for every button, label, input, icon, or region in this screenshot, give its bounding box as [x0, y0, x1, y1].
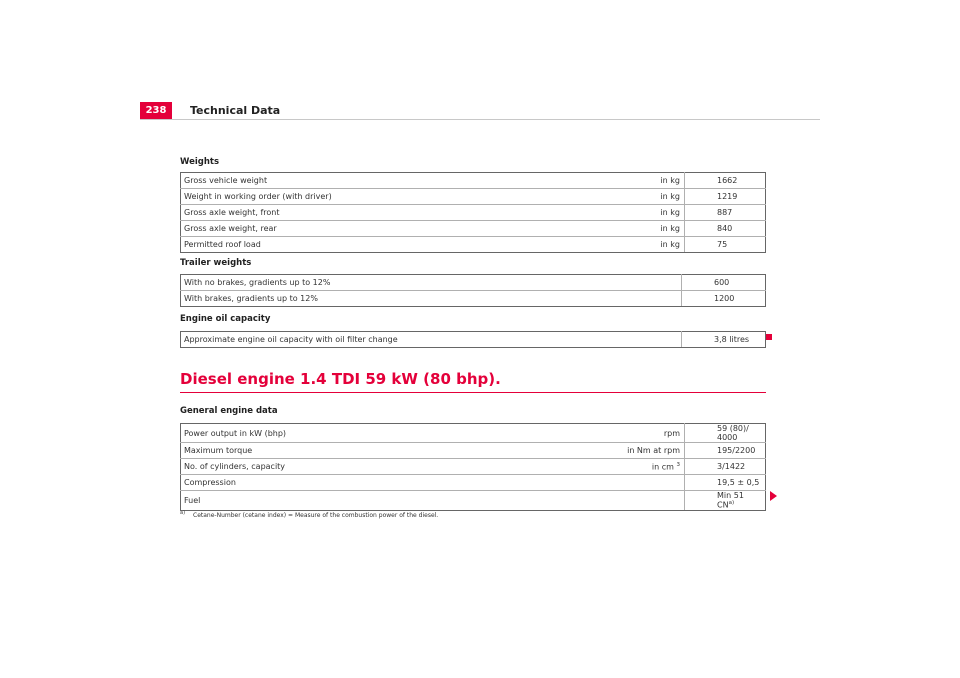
row-value: 840 [685, 221, 766, 237]
table-row [181, 491, 766, 511]
row-value [685, 491, 766, 511]
row-value: 1200 [682, 291, 766, 307]
table-row [181, 332, 766, 348]
row-label: Gross vehicle weight [181, 173, 408, 189]
row-unit: in kg [407, 189, 685, 205]
row-label: Gross axle weight, rear [181, 221, 408, 237]
row-label: Permitted roof load [181, 237, 408, 253]
row-unit: rpm [407, 424, 685, 443]
row-label: Weight in working order (with driver) [181, 189, 408, 205]
row-unit: in kg [407, 173, 685, 189]
row-value: 3,8 litres [682, 332, 766, 348]
footnote-text: Cetane-Number (cetane index) = Measure of the combustion power of the diesel. [193, 512, 439, 519]
general-engine-data-title: General engine data [180, 406, 278, 416]
page-number: 238 [140, 102, 172, 119]
row-value: 195/2200 [685, 443, 766, 459]
value-text: Min 51 CN [717, 491, 744, 510]
row-label: Approximate engine oil capacity with oil filter change [181, 332, 682, 348]
row-value: 1219 [685, 189, 766, 205]
oil-capacity-table [180, 331, 766, 348]
table-row [181, 173, 766, 189]
table-row [181, 291, 766, 307]
table-row [181, 275, 766, 291]
unit-text: in cm [651, 462, 674, 472]
continue-arrow-icon [770, 491, 777, 501]
row-unit: in kg [407, 205, 685, 221]
weights-table [180, 172, 766, 253]
row-unit: in kg [407, 237, 685, 253]
footnote-reference: a) [728, 500, 735, 506]
row-unit: in kg [407, 221, 685, 237]
header-divider [140, 119, 820, 120]
row-value: 75 [685, 237, 766, 253]
row-label: No. of cylinders, capacity [181, 459, 408, 475]
engine-data-table [180, 423, 766, 511]
unit-superscript: 3 [676, 461, 680, 468]
table-row [181, 205, 766, 221]
trailer-weights-table [180, 274, 766, 307]
row-value: 59 (80)/ 4000 [685, 424, 766, 443]
table-row [181, 221, 766, 237]
row-value: 1662 [685, 173, 766, 189]
weights-title: Weights [180, 157, 220, 167]
row-label: Fuel [181, 491, 408, 511]
table-row [181, 189, 766, 205]
diesel-engine-heading: Diesel engine 1.4 TDI 59 kW (80 bhp). [180, 370, 501, 388]
table-row [181, 475, 766, 491]
section-end-icon [766, 334, 772, 340]
header-title: Technical Data [190, 104, 281, 117]
row-label: Maximum torque [181, 443, 408, 459]
row-label: Power output in kW (bhp) [181, 424, 408, 443]
row-unit: in Nm at rpm [407, 443, 685, 459]
table-row [181, 459, 766, 475]
trailer-weights-title: Trailer weights [180, 258, 252, 268]
row-value: 19,5 ± 0,5 [685, 475, 766, 491]
footnote-marker: a) [180, 510, 186, 516]
row-unit [407, 491, 685, 511]
table-row [181, 424, 766, 443]
oil-capacity-title: Engine oil capacity [180, 314, 271, 324]
footnote [180, 510, 438, 519]
heading-divider [180, 392, 766, 393]
row-value: 3/1422 [685, 459, 766, 475]
row-value: 600 [682, 275, 766, 291]
row-unit [407, 459, 685, 475]
row-label: Compression [181, 475, 408, 491]
row-label: With no brakes, gradients up to 12% [181, 275, 682, 291]
table-row [181, 443, 766, 459]
row-unit [407, 475, 685, 491]
row-label: Gross axle weight, front [181, 205, 408, 221]
row-label: With brakes, gradients up to 12% [181, 291, 682, 307]
table-row [181, 237, 766, 253]
row-value: 887 [685, 205, 766, 221]
